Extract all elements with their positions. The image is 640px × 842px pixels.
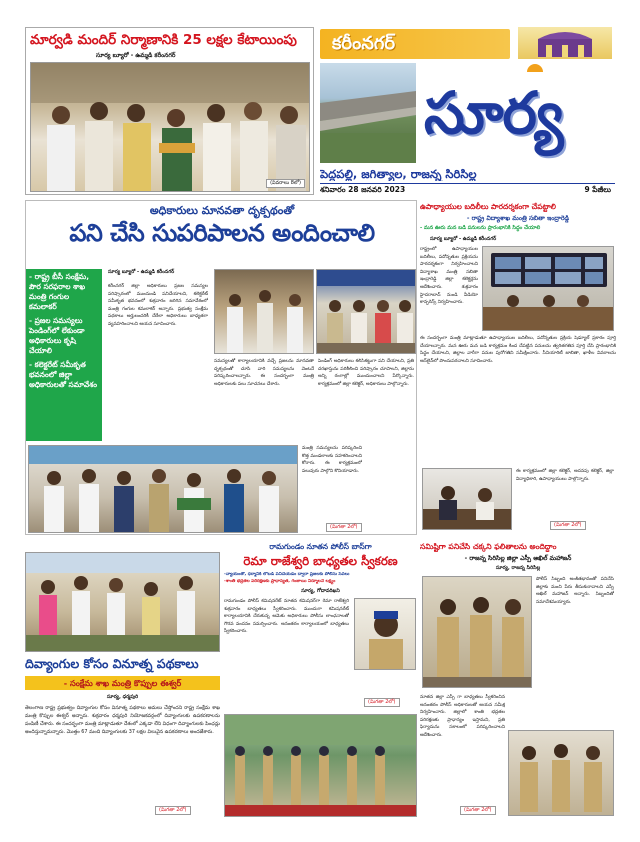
- right-story-body: ఈ సందర్భంగా మంత్రి మాట్లాడుతూ ఉపాధ్యాయుల బదిలీలు, పదోన్నతుల ప్రక్రియ షెడ్యూల్ ప్రకారం పూర్తి చేయాలన్నారు. మన ఊరు మన బడి కార్యక్రమం కింద చేపట్టిన పనులను త్వరితగతిన పూర్తి చేసి ప్రారంభానికి సిద్ధం చేయాలని, జిల్లాల వారీగా పనుల పురోగతిని సమీక్షించారు. సీనియారిటీ జాబితా, ఖాళీల వివరాలను ఆన్‌లైన్‌లో పొందుపరచాలని సూచించారు.: [420, 336, 616, 364]
- team-col: పోలీస్ సిబ్బంది అంకితభావంతో పనిచేసి జిల్లాకు మంచి పేరు తీసుకురావాలని ఎస్పీ అఖిల్ మహాజన్ అన్నారు. సిబ్బందితో సమావేశమయ్యారు.: [536, 577, 614, 605]
- lead-photo-1: [214, 269, 314, 354]
- masthead-date: శనివారం 28 జనవరి 2023: [320, 185, 406, 194]
- police-portrait-figure: [355, 599, 416, 670]
- top-story-continuation: (వివరాలు 8లో): [266, 179, 305, 188]
- team-photo-2: [508, 730, 614, 816]
- right-story-photo-1-meeting: [483, 247, 614, 331]
- right-story-photo-2: [422, 468, 512, 530]
- right-story-continuation: (మిగతా 2లో): [550, 521, 586, 530]
- police-body: రామగుండం పోలీస్ కమిషనరేట్ నూతన కమిషనర్‌గా రెమా రాజేశ్వరి శుక్రవారం బాధ్యతలు స్వీకరించారు. ముందుగా కమిషనరేట్ కార్యాలయానికి చేరుకున్న ఆమెకు అధికారులు పోలీసు లాంఛనాలతో గౌరవ వందనం సమర్పించారు. అనంతరం కార్యాలయంలో బాధ్యతలు స్వీకరించారు.: [224, 599, 349, 635]
- masthead-edition-bar: [320, 29, 510, 59]
- police-sub-2: -శాంతి భద్రతల పరిరక్షణకు ప్రాధాన్యత, గంజాయి నిర్మూలనే లక్ష్యం: [224, 579, 336, 584]
- masthead-title: సూర్య: [424, 79, 563, 147]
- lead-byline: సూర్య బ్యూరో - ఉమ్మడి కరీంనగర్: [108, 269, 175, 275]
- police-headline: రెమా రాజేశ్వరి బాధ్యతల స్వీకరణ: [243, 554, 398, 568]
- police-continuation: (మిగతా 2లో): [364, 698, 400, 707]
- disability-story: [25, 552, 220, 817]
- lead-col-1: కరీంనగర్ జిల్లా అధికారులు ప్రజల సమస్యల పరిష్కారంలో ముందుండి పనిచేయాలని, కలెక్టరేట్ సమీకృత భవనంలో శుక్రవారం జరిగిన సమావేశంలో మంత్రి గంగుల కమలాకర్ అన్నారు. ప్రభుత్వ సంక్షేమ పథకాలు అర్హులందరికీ చేరేలా అధికారులు బాధ్యతగా వ్యవహరించాలని ఆయన సూచించారు.: [108, 284, 208, 327]
- disability-photo-figures: [26, 553, 220, 652]
- team-photo-1-police: [423, 577, 532, 688]
- disability-headline: దివ్యాంగుల కోసం వినూత్న పథకాలు: [25, 656, 199, 671]
- dam-icon: [320, 63, 416, 163]
- disability-body: తెలంగాణ రాష్ట్ర ప్రభుత్వం దివ్యాంగుల కోసం వినూత్న పథకాలు అమలు చేస్తోందని రాష్ట్ర సంక్షేమ శాఖ మంత్రి కొప్పుల ఈశ్వర్ అన్నారు. శుక్రవారం ధర్మపురి నియోజకవర్గంలో దివ్యాంగులకు ఉపకరణాలను పంపిణీ చేశారు. ఈ సందర్భంగా మంత్రి మాట్లాడుతూ దేశంలో ఎక్కడా లేని విధంగా దివ్యాంగులకు పింఛన్లు అందిస్తున్నామన్నారు. మొత్తం 67 మంది దివ్యాంగులకు 37 లక్షల విలువైన ఉపకరణాలు అందజేశారు.: [25, 705, 220, 735]
- team-headline: సమిష్టిగా పనిచేసి చక్కని ఫలితాలను అందిద్దాం: [420, 542, 557, 551]
- team-photo-1: [422, 576, 532, 688]
- right-story-col-top: రాష్ట్రంలో ఉపాధ్యాయుల బదిలీలు, పదోన్నతుల ప్రక్రియను పారదర్శకంగా నిర్వహించాలని విద్యాశాఖ మంత్రి సబితా ఇంద్రారెడ్డి జిల్లా కలెక్టర్లను ఆదేశించారు. శుక్రవారం హైదరాబాద్ నుండి వీడియో కాన్ఫరెన్స్ నిర్వహించారు.: [420, 247, 478, 306]
- police-sub-1: -న్యాయంతో, ధర్మానికి లోబడి పనిచేయడం ద్వారా ప్రజలకు పోలీసు సేవలు: [224, 572, 350, 577]
- lead-photo-main: [28, 445, 298, 533]
- lead-photo-1-figures: [215, 270, 314, 354]
- right-story-col-bottom: ఈ కార్యక్రమంలో జిల్లా కలెక్టర్, అదనపు కలెక్టర్, జిల్లా విద్యాధికారి, ఉపాధ్యాయులు పాల్గొన్నారు.: [516, 469, 614, 482]
- police-portrait: [354, 598, 416, 670]
- team-byline: సూర్య, రాజన్న సిరిసిల్ల: [495, 565, 541, 571]
- police-byline: సూర్య, గోదావరిఖని: [301, 588, 340, 594]
- lead-story: [25, 200, 417, 535]
- right-story-subhead-2: - మన ఊరు మన బడి పనులను ప్రారంభానికి సిద్ధం చేయాలి: [420, 225, 541, 231]
- right-story-headline: ఉపాధ్యాయుల బదిలీలు పారదర్శకంగా చేపట్టాలి: [420, 202, 556, 211]
- team-body: నూతన జిల్లా ఎస్పీ గా బాధ్యతలు స్వీకరించిన అనంతరం పోలీస్ అధికారులతో ఆయన సమీక్ష నిర్వహించారు. జిల్లాలో శాంతి భద్రతల పరిరక్షణకు ప్రాధాన్యం ఇస్తామని, ప్రతి ఫిర్యాదును సకాలంలో పరిష్కరించాలని ఆదేశించారు.: [420, 695, 505, 738]
- lead-col-2: సమస్యలతో కార్యాలయానికి వచ్చే ప్రజలను మానవతా దృక్పథంతో చూసి వారి సమస్యలను వెంటనే పరిష్కరించాలన్నారు. ఈ సందర్భంగా మంత్రి అధికారులకు పలు సూచనలు చేశారు.: [214, 359, 314, 387]
- masthead-date-bar: [320, 183, 615, 195]
- masthead-sun-icon: [524, 57, 546, 69]
- masthead: [320, 27, 615, 195]
- disability-subhead: - సంక్షేమ శాఖ మంత్రి కొప్పుల ఈశ్వర్: [25, 676, 220, 690]
- lead-bullet-box: [26, 269, 102, 441]
- masthead-pages: 9 పేజీలు: [584, 185, 611, 194]
- lead-photo-2-figures: [317, 270, 416, 354]
- lead-headline: పని చేసి సుపరిపాలన అందించాలి: [69, 219, 375, 247]
- disability-byline: సూర్య, ధర్మపురి: [106, 694, 139, 700]
- masthead-regions: పెద్దపల్లి, జగిత్యాల, రాజన్న సిరిసిల్ల: [320, 167, 477, 181]
- lead-photo-2: [316, 269, 416, 354]
- right-story-subhead: - రాష్ట్ర విద్యాశాఖ మంత్రి సబితా ఇంద్రారెడ్డి: [466, 215, 570, 222]
- top-story-headline: మార్వడి మందిర్ నిర్మాణానికి 25 లక్షల కేటాయింపు: [30, 32, 297, 48]
- top-story-box: [25, 27, 314, 195]
- lead-bullet-2: - ప్రజల సమస్యలు పెండింగ్‌లో లేకుండా అధికారులు కృషి చేయాలి: [29, 316, 85, 355]
- team-story: [420, 540, 616, 817]
- masthead-edition: కరీంనగర్: [332, 33, 395, 54]
- lead-bullet-1: - రాష్ట్ర బీసీ సంక్షేమ, పౌర సరఫరాల శాఖ మంత్రి గంగుల కమలాకర్: [29, 272, 90, 311]
- lead-bullet-3: - కలెక్టరేట్ సమీకృత భవనంలో జిల్లా అధికారులతో సమావేశం: [29, 360, 97, 389]
- masthead-landmark-image: [518, 27, 612, 59]
- lead-continuation: (మిగతా 2లో): [326, 523, 362, 532]
- disability-photo: [25, 552, 220, 652]
- lead-col-3: పెండింగ్ అధికారులు కలిసికట్టుగా పని చేయాలని, ప్రతి దరఖాస్తును పరిశీలించి పరిష్కారం చూపాలని, జిల్లాను అన్ని రంగాల్లో ముందుంచాలని పేర్కొన్నారు. కార్యక్రమంలో జిల్లా కలెక్టర్, అధికారులు పాల్గొన్నారు.: [318, 359, 414, 387]
- police-story: [224, 540, 417, 817]
- right-story: [420, 200, 616, 535]
- top-story-photo: [30, 62, 310, 192]
- lead-col-4: మంత్రి సమస్యలను పరిష్కరించి కొత్త మండలాలకు సహకరించాలని కోరారు. ఈ కార్యక్రమంలో పలువురు పాల్గొని కొనియాడారు.: [302, 446, 362, 474]
- police-parade-figures: [225, 715, 417, 817]
- masthead-dam-photo: [320, 63, 416, 163]
- disability-continuation: (మిగతా 2లో): [155, 806, 191, 815]
- right-story-photo-1: [482, 246, 614, 331]
- right-story-byline: సూర్య బ్యూరో - ఉమ్మడి కరీంనగర్: [430, 236, 497, 242]
- team-subhead: - రాజన్న సిరిసిల్ల జిల్లా ఎస్పీ అఖిల్ మహాజన్: [464, 555, 572, 562]
- police-kicker: రామగుండం నూతన పోలీస్ బాస్‌గా: [269, 542, 372, 551]
- lead-photo-main-figures: [29, 446, 298, 533]
- team-continuation: (మిగతా 2లో): [460, 806, 496, 815]
- team-photo-2-police: [509, 731, 614, 816]
- top-story-photo-figures: [31, 63, 310, 192]
- lead-kicker: అధికారులు మానవతా దృక్పథంతో: [149, 204, 295, 217]
- landmark-icon: [518, 27, 612, 59]
- right-story-photo-2-officials: [423, 469, 512, 530]
- top-story-byline: సూర్య బ్యూరో - ఉమ్మడి కరీంనగర్: [96, 52, 176, 59]
- police-parade-photo: [224, 714, 417, 817]
